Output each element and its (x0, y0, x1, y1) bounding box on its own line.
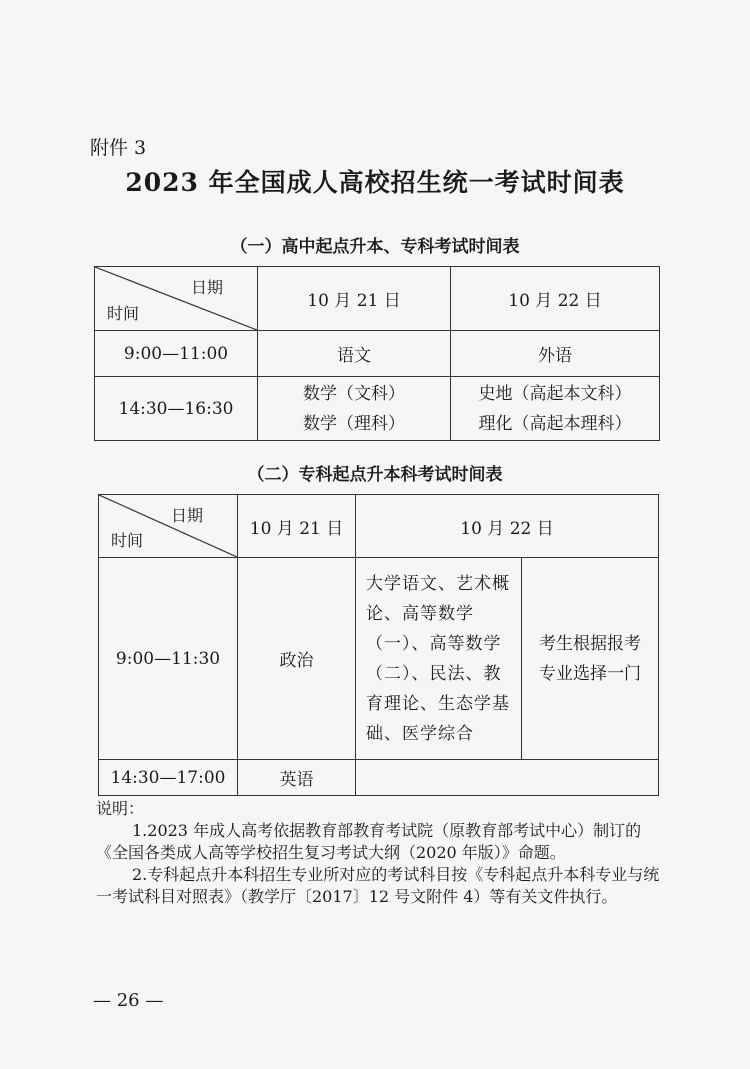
subject-line: 数学（理科） (303, 413, 405, 434)
section1-title: （一）高中起点升本、专科考试时间表 (230, 237, 520, 257)
subject-line: 论、高等数学 (366, 603, 474, 624)
note-line: 考生根据报考 (539, 633, 641, 654)
table2-row1-day2-subjects (356, 558, 522, 760)
table1-row2-time: 14:30—16:30 (95, 377, 258, 441)
table2-row1-day2-note (522, 558, 659, 760)
page-title: 2023 年全国成人高校招生统一考试时间表 (125, 168, 625, 197)
table2-time-header: 时间 (111, 531, 144, 550)
notes-heading: 说明： (96, 799, 145, 818)
attachment-label: 附件 3 (90, 137, 147, 159)
subject-line: 理化（高起本理科） (478, 413, 632, 434)
note-item-2: 2.专科起点升本科招生专业所对应的考试科目按《专科起点升本科专业与统一考试科目对照表》（教学厅〔2017〕12 号文附件 4）等有关文件执行。 (96, 865, 660, 906)
subject-line: 史地（高起本文科） (478, 383, 632, 404)
subject-line: 数学（文科） (303, 383, 405, 404)
table2-date-col2: 10 月 22 日 (356, 495, 659, 558)
page-number: — 26 — (93, 990, 164, 1011)
table1-row1-day2: 外语 (451, 331, 660, 377)
subject-line: （二）、民法、教 (366, 663, 502, 684)
subject-line: 大学语文、艺术概 (366, 573, 510, 594)
note-item-1: 1.2023 年成人高考依据教育部教育考试院（原教育部考试中心）制订的《全国各类成人高等学校招生复习考试大纲（2020 年版）》命题。 (96, 821, 642, 862)
table1-corner-cell (95, 267, 258, 331)
table1-time-header: 时间 (107, 304, 140, 323)
subject-line: 础、医学综合 (366, 723, 474, 744)
subject-line: 育理论、生态学基 (366, 693, 510, 714)
table1-row1-day1: 语文 (258, 331, 451, 377)
table2-corner-cell (99, 495, 238, 558)
table2-row1-time: 9:00—11:30 (99, 558, 238, 760)
table1-row2-day2 (451, 377, 660, 441)
table2-row2-day1: 英语 (238, 760, 356, 796)
note-line: 专业选择一门 (539, 663, 641, 684)
table2-date-header: 日期 (170, 506, 203, 525)
table1-date-col2: 10 月 22 日 (451, 267, 660, 331)
notes-section (96, 798, 666, 908)
table1-date-col1: 10 月 21 日 (258, 267, 451, 331)
table1-date-header: 日期 (190, 278, 223, 297)
table2-date-col1: 10 月 21 日 (238, 495, 356, 558)
table1-row2-day1 (258, 377, 451, 441)
table2-row2-day2 (356, 760, 659, 796)
section2-title: （二）专科起点升本科考试时间表 (247, 465, 503, 485)
table1-row1-time: 9:00—11:00 (95, 331, 258, 377)
exam-table-1 (94, 266, 660, 441)
table2-row2-time: 14:30—17:00 (99, 760, 238, 796)
table2-row1-day1: 政治 (238, 558, 356, 760)
subject-line: （一）、高等数学 (366, 633, 502, 654)
exam-table-2 (98, 494, 659, 796)
